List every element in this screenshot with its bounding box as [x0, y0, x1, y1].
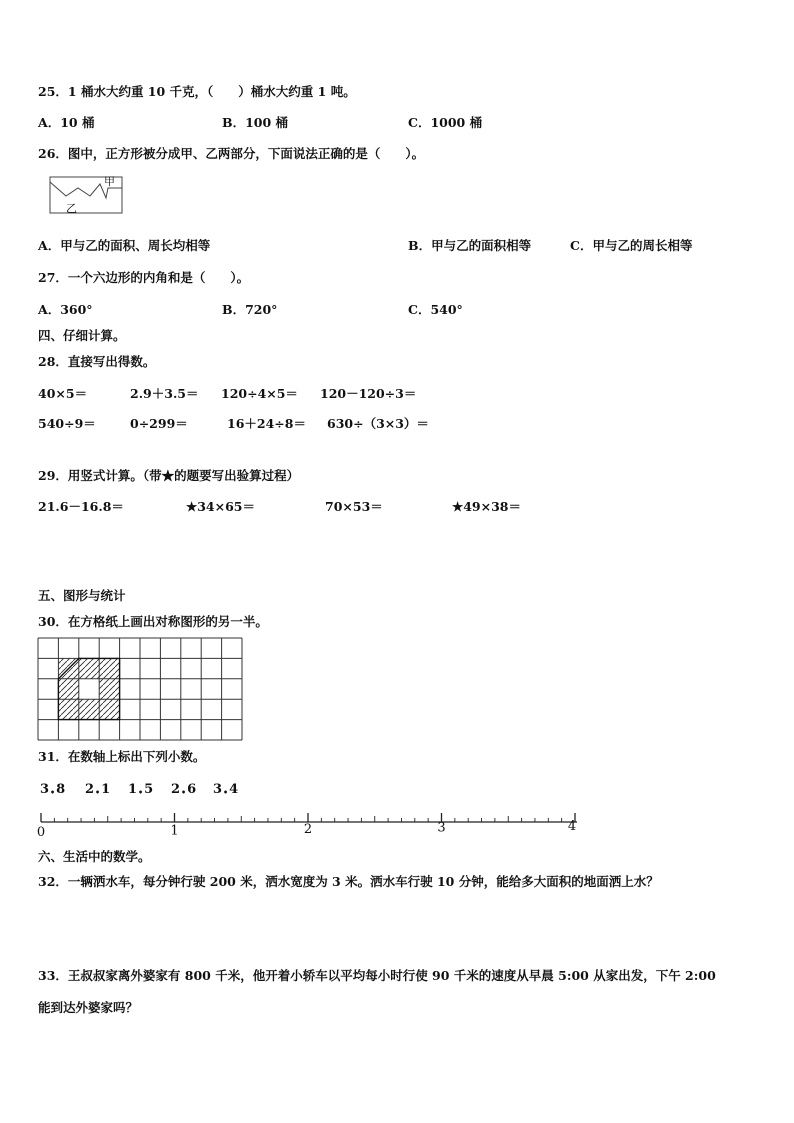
section-6-title: 六、生活中的数学。	[38, 849, 151, 864]
q25-stem: 25．1 桶水大约重 10 千克，（ ）桶水大约重 1 吨。	[38, 84, 356, 99]
q28-item: 40×5＝	[38, 386, 88, 401]
q28-stem: 28．直接写出得数。	[38, 354, 156, 369]
number-line	[30, 806, 590, 842]
decimal-point: •	[138, 787, 144, 797]
decimal-number	[213, 783, 238, 796]
section-4-title: 四、仔细计算。	[38, 328, 126, 343]
hatched-cell	[99, 658, 119, 678]
axis-tick-label: 4	[567, 819, 577, 834]
q28-item: 16＋24÷8＝	[227, 416, 306, 431]
q29-item: ★34×65＝	[186, 499, 255, 514]
decimal-point: •	[95, 787, 101, 797]
q26-option-b: B．甲与乙的面积相等	[408, 238, 532, 253]
decimal-frac: 8	[56, 782, 66, 797]
q28-item: 2.9＋3.5＝	[130, 386, 199, 401]
q25-option-a: A．10 桶	[38, 115, 95, 130]
hatched-cell	[58, 699, 78, 719]
decimal-frac: 1	[101, 782, 111, 797]
decimal-frac: 4	[229, 782, 239, 797]
q32-stem: 32．一辆洒水车，每分钟行驶 200 米，洒水宽度为 3 米。洒水车行驶 10 分钟，能给多大面积的地面洒上水？	[38, 874, 659, 889]
square-split-figure	[48, 174, 128, 216]
section-5-title: 五、图形与统计	[38, 588, 126, 603]
q25-option-c: C．1000 桶	[408, 115, 483, 130]
q28-item: 630÷（3×3）＝	[327, 416, 429, 431]
axis-tick-label: 1	[170, 823, 179, 839]
hatched-cell	[58, 679, 78, 699]
figure-label-jia: 甲	[104, 175, 115, 188]
q28-item: 540÷9＝	[38, 416, 96, 431]
q29-item: ★49×38＝	[452, 499, 521, 514]
q33-line-2: 能到达外婆家吗？	[38, 1000, 139, 1015]
axis-tick-label: 0	[36, 825, 46, 840]
q27-stem: 27．一个六边形的内角和是（ ）。	[38, 270, 250, 285]
decimal-point: •	[181, 787, 187, 797]
q28-item: 0÷299＝	[130, 416, 188, 431]
axis-tick-label: 3	[437, 820, 446, 836]
q27-option-a: A．360°	[38, 302, 93, 317]
decimal-frac: 5	[144, 782, 154, 797]
hatched-cell	[99, 699, 119, 719]
decimal-int: 3	[213, 782, 223, 797]
q27-option-c: C．540°	[408, 302, 463, 317]
decimal-int: 2	[85, 782, 95, 797]
decimal-int: 3	[40, 782, 50, 797]
decimal-int: 1	[128, 782, 138, 797]
q26-option-a: A．甲与乙的面积、周长均相等	[38, 238, 211, 253]
q26-option-c: C．甲与乙的周长相等	[570, 238, 693, 253]
decimal-point: •	[223, 787, 229, 797]
decimal-frac: 6	[187, 782, 197, 797]
figure-label-yi: 乙	[66, 202, 77, 215]
q28-item: 120÷4×5＝	[221, 386, 298, 401]
q27-option-b: B．720°	[222, 302, 278, 317]
decimal-number	[40, 783, 65, 796]
q25-option-b: B．100 桶	[222, 115, 289, 130]
decimal-point: •	[50, 787, 56, 797]
decimal-number	[128, 783, 153, 796]
q29-stem: 29．用竖式计算。（带★的题要写出验算过程）	[38, 468, 300, 483]
q29-item: 21.6－16.8＝	[38, 499, 124, 514]
hatched-cell	[79, 658, 99, 678]
q33-line-1: 33．王叔叔家离外婆家有 800 千米，他开着小轿车以平均每小时行使 90 千米的速度从早晨 5:00 从家出发，下午 2:00	[38, 968, 716, 983]
q29-item: 70×53＝	[325, 499, 383, 514]
axis-tick-label: 2	[303, 822, 313, 837]
decimal-number	[85, 783, 110, 796]
symmetry-grid	[37, 637, 245, 741]
q30-stem: 30．在方格纸上画出对称图形的另一半。	[38, 614, 268, 629]
decimal-int: 2	[171, 782, 181, 797]
q26-stem: 26．图中，正方形被分成甲、乙两部分，下面说法正确的是（ ）。	[38, 146, 425, 161]
q28-item: 120－120÷3＝	[320, 386, 417, 401]
decimal-number	[171, 783, 196, 796]
hatched-cell	[79, 699, 99, 719]
q31-stem: 31．在数轴上标出下列小数。	[38, 749, 206, 764]
hatched-cell	[99, 679, 119, 699]
